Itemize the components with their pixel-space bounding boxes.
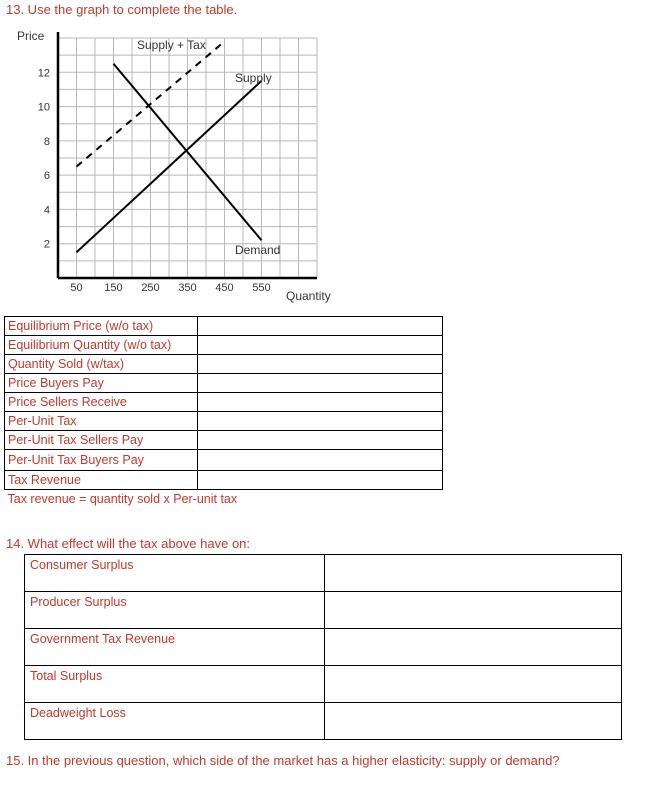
row-label: Price Sellers Receive bbox=[5, 393, 198, 412]
y-tick-label: 6 bbox=[43, 170, 50, 183]
question-13: 13. Use the graph to complete the table. bbox=[6, 2, 238, 17]
table-row bbox=[25, 555, 622, 592]
supply-demand-chart bbox=[0, 22, 360, 312]
x-tick-label: 350 bbox=[178, 282, 197, 294]
row-label: Government Tax Revenue bbox=[25, 629, 325, 666]
table-row bbox=[5, 355, 443, 374]
question-15: 15. In the previous question, which side of the market has a higher elasticity: supply or demand? bbox=[6, 753, 560, 768]
tax-revenue-note: Tax revenue = quantity sold x Per-unit tax bbox=[7, 492, 238, 506]
row-label: Total Surplus bbox=[25, 666, 325, 703]
chart-series bbox=[77, 38, 281, 257]
row-label: Quantity Sold (w/tax) bbox=[5, 355, 198, 374]
answer-cell[interactable] bbox=[325, 629, 622, 666]
row-label: Per-Unit Tax bbox=[5, 412, 198, 431]
x-tick-label: 150 bbox=[104, 282, 123, 294]
y-tick-label: 8 bbox=[43, 135, 50, 148]
answer-cell[interactable] bbox=[198, 471, 443, 490]
table-row bbox=[5, 450, 443, 471]
answer-cell[interactable] bbox=[325, 592, 622, 629]
y-axis-label: Price bbox=[17, 29, 45, 43]
answer-cell[interactable] bbox=[198, 431, 443, 450]
table-row bbox=[5, 393, 443, 412]
row-label: Per-Unit Tax Sellers Pay bbox=[5, 431, 198, 450]
series-label: Demand bbox=[235, 243, 281, 257]
y-tick-label: 10 bbox=[37, 101, 50, 114]
table-row bbox=[5, 317, 443, 336]
row-label: Consumer Surplus bbox=[25, 555, 325, 592]
row-label: Deadweight Loss bbox=[25, 703, 325, 740]
table-row bbox=[25, 703, 622, 740]
series-label: Supply + Tax bbox=[137, 38, 206, 52]
y-tick-label: 4 bbox=[43, 204, 50, 217]
answer-cell[interactable] bbox=[325, 555, 622, 592]
surplus-effects-table bbox=[24, 554, 622, 740]
answer-cell[interactable] bbox=[198, 450, 443, 471]
table-row bbox=[25, 592, 622, 629]
answer-cell[interactable] bbox=[198, 317, 443, 336]
y-tick-label: 12 bbox=[37, 67, 50, 80]
answer-cell[interactable] bbox=[198, 355, 443, 374]
row-label: Equilibrium Quantity (w/o tax) bbox=[5, 336, 198, 355]
answer-cell[interactable] bbox=[198, 393, 443, 412]
row-label: Producer Surplus bbox=[25, 592, 325, 629]
x-tick-label: 250 bbox=[141, 282, 160, 294]
row-label: Per-Unit Tax Buyers Pay bbox=[5, 450, 198, 471]
x-axis-label: Quantity bbox=[286, 289, 331, 303]
answer-cell[interactable] bbox=[198, 412, 443, 431]
row-label: Equilibrium Price (w/o tax) bbox=[5, 317, 198, 336]
y-tick-label: 2 bbox=[43, 238, 50, 251]
table-row bbox=[25, 666, 622, 703]
x-tick-label: 450 bbox=[215, 282, 234, 294]
table-row bbox=[5, 431, 443, 450]
x-tick-label: 550 bbox=[252, 282, 271, 294]
table-row bbox=[5, 471, 443, 490]
series-label: Supply bbox=[235, 71, 272, 85]
answer-cell[interactable] bbox=[325, 703, 622, 740]
row-label: Price Buyers Pay bbox=[5, 374, 198, 393]
table-row bbox=[25, 629, 622, 666]
table-note-row bbox=[5, 490, 443, 509]
table-row bbox=[5, 412, 443, 431]
table-row bbox=[5, 374, 443, 393]
answer-cell[interactable] bbox=[198, 374, 443, 393]
answer-cell[interactable] bbox=[325, 666, 622, 703]
answer-cell[interactable] bbox=[198, 336, 443, 355]
question-14: 14. What effect will the tax above have on: bbox=[6, 536, 251, 551]
x-tick-label: 50 bbox=[70, 282, 83, 294]
table-row bbox=[5, 336, 443, 355]
equilibrium-table bbox=[4, 316, 443, 508]
row-label: Tax Revenue bbox=[5, 471, 198, 490]
